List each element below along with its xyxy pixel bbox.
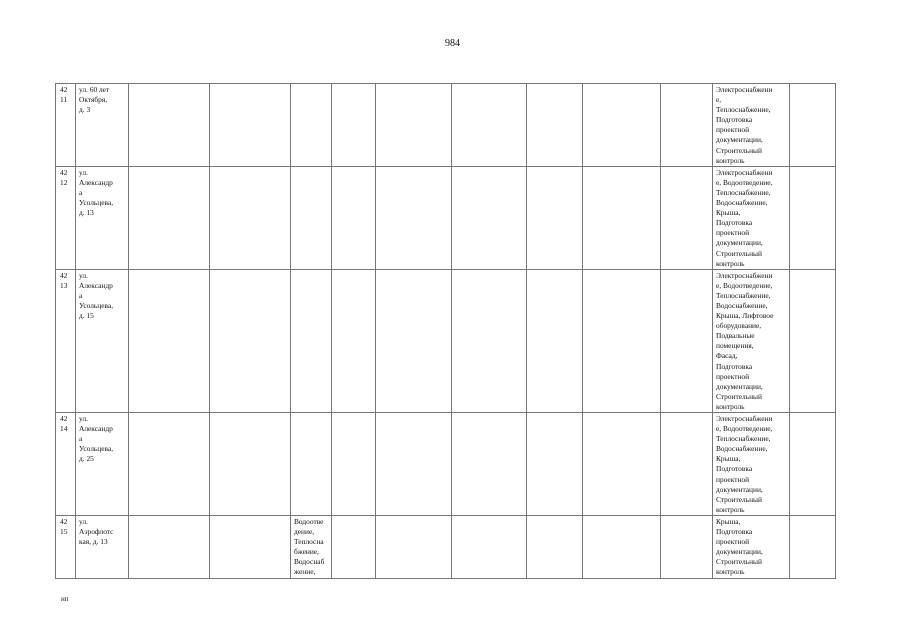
table-row [56,515,836,578]
address-cell: ул. Александр а Усольцева, д. 13 [76,166,129,269]
services-cell: Крыша, Подготовка проектной документации, Строительный контроль [713,515,790,578]
empty-cell [129,166,210,269]
empty-cell [583,269,661,412]
empty-cell [790,166,836,269]
empty-cell [210,166,291,269]
empty-cell [661,269,713,412]
row-number-cell: 42 12 [56,166,76,269]
empty-cell [790,269,836,412]
empty-cell [332,166,376,269]
empty-cell [527,84,583,167]
work-type-cell [291,413,332,516]
row-number-cell: 42 13 [56,269,76,412]
empty-cell [332,269,376,412]
table-row [56,413,836,516]
empty-cell [583,166,661,269]
address-cell: ул. Аэрофлотс кая, д. 13 [76,515,129,578]
empty-cell [129,269,210,412]
empty-cell [332,413,376,516]
data-table [55,83,836,579]
page-number: 984 [445,38,460,49]
work-type-cell [291,166,332,269]
empty-cell [527,166,583,269]
empty-cell [452,84,527,167]
services-cell: Электроснабжени е, Водоотведение, Теплоснабжение, Водоснабжение, Крыша, Подготовка проектной документации, Строительный контроль [713,166,790,269]
empty-cell [661,413,713,516]
row-number-cell: 42 14 [56,413,76,516]
empty-cell [129,515,210,578]
work-type-cell: Водоотве дение, Теплосна бжение, Водоснаб жение, [291,515,332,578]
footer-mark: нп [61,595,69,603]
empty-cell [452,413,527,516]
empty-cell [452,269,527,412]
empty-cell [527,515,583,578]
empty-cell [332,515,376,578]
row-number-cell: 42 11 [56,84,76,167]
empty-cell [210,515,291,578]
table-row [56,269,836,412]
empty-cell [376,166,452,269]
empty-cell [527,269,583,412]
empty-cell [661,84,713,167]
empty-cell [583,413,661,516]
empty-cell [376,269,452,412]
empty-cell [129,413,210,516]
empty-cell [661,166,713,269]
empty-cell [527,413,583,516]
services-cell: Электроснабжени е, Водоотведение, Теплоснабжение, Водоснабжение, Крыша, Лифтовое оборудование, Подвальные помещения, Фасад, Подготовка проектной документации, Строительный контроль [713,269,790,412]
empty-cell [129,84,210,167]
address-cell: ул. 60 лет Октября, д. 3 [76,84,129,167]
empty-cell [452,515,527,578]
work-type-cell [291,269,332,412]
empty-cell [790,84,836,167]
address-cell: ул. Александр а Усольцева, д. 25 [76,413,129,516]
empty-cell [376,84,452,167]
services-cell: Электроснабжени е, Водоотведение, Теплоснабжение, Водоснабжение, Крыша, Подготовка проектной документации, Строительный контроль [713,413,790,516]
empty-cell [790,515,836,578]
empty-cell [210,413,291,516]
address-cell: ул. Александр а Усольцева, д. 15 [76,269,129,412]
row-number-cell: 42 15 [56,515,76,578]
table-row [56,166,836,269]
empty-cell [210,84,291,167]
empty-cell [376,515,452,578]
empty-cell [376,413,452,516]
empty-cell [210,269,291,412]
empty-cell [790,413,836,516]
work-type-cell [291,84,332,167]
empty-cell [452,166,527,269]
empty-cell [583,84,661,167]
services-cell: Электроснабжени е, Теплоснабжение, Подготовка проектной документации, Строительный контроль [713,84,790,167]
empty-cell [332,84,376,167]
empty-cell [583,515,661,578]
empty-cell [661,515,713,578]
table-row [56,84,836,167]
